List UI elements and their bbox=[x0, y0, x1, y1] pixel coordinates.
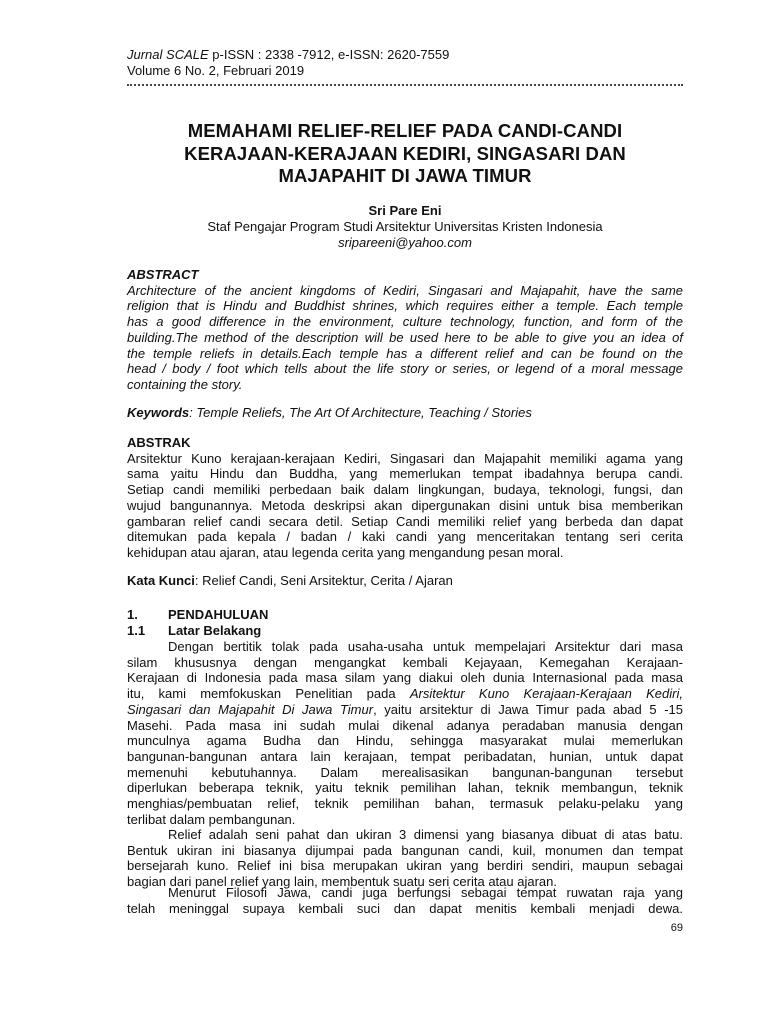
section-number: 1. bbox=[127, 607, 138, 622]
paragraph-line: Masehi. Pada masa ini sudah mulai dikenal adanya peradaban manusia dengan bbox=[127, 717, 683, 733]
author-name: Sri Pare Eni bbox=[368, 203, 442, 218]
paragraph-line: silam khususnya dengan mengangkat kembali Kejayaan, Kemegahan Kerajaan- bbox=[127, 654, 683, 670]
subsection-number: 1.1 bbox=[127, 622, 146, 638]
paragraph-line: Relief adalah seni pahat dan ukiran 3 dimensi yang biasanya dibuat di atas batu. bbox=[168, 827, 683, 842]
paragraph-line: telah meninggal supaya kembali suci dan dapat menitis kembali menjadi dewa. bbox=[127, 900, 683, 916]
paragraph-line: Kerajaan di Indonesia pada masa silam yang diakui oleh dunia Internasional pada masa bbox=[127, 670, 683, 686]
paragraph-line: bersejarah kuno. Relief ini bisa merupakan ukiran yang berdiri sendiri, maupun sebagai bbox=[127, 858, 683, 874]
abstract-line: containing the story. bbox=[127, 376, 243, 392]
title-line: KERAJAAN-KERAJAAN KEDIRI, SINGASARI DAN bbox=[184, 142, 626, 164]
abstract-line: the temple reliefs in details.Each temple has a different relief and can be found on the bbox=[127, 345, 683, 361]
abstrak-line: ditemukan pada kepala / badan / kaki candi yang menceritakan tentang seri cerita bbox=[127, 529, 683, 545]
author-email: sripareeni@yahoo.com bbox=[338, 235, 472, 250]
journal-name: Jurnal SCALE bbox=[127, 47, 209, 62]
section-headings bbox=[127, 607, 683, 638]
abstract-heading: ABSTRACT bbox=[127, 267, 199, 282]
header-divider bbox=[127, 84, 683, 86]
paragraph-line: diperlukan beberapa teknik, yaitu teknik pemilihan lahan, teknik membangun, teknik bbox=[127, 780, 683, 796]
kata-kunci-label: Kata Kunci bbox=[127, 573, 195, 588]
page-number: 69 bbox=[670, 922, 683, 934]
abstract-line: head / body / foot which tells about the life story or series, or legend of a moral message bbox=[127, 361, 683, 377]
kata-kunci bbox=[127, 573, 683, 589]
paragraph-line: terlibat dalam pembangunan. bbox=[127, 811, 296, 827]
subsection-heading bbox=[127, 623, 683, 639]
abstrak-indonesian bbox=[127, 435, 683, 561]
journal-issn-line bbox=[127, 47, 449, 63]
paragraph-line: memenuhi kebutuhannya. Dalam merealisasikan bangunan-bangunan tersebut bbox=[127, 764, 683, 780]
paper-title bbox=[127, 120, 683, 188]
abstract-line: has a good difference in the environment, culture technology, function, and form of the bbox=[127, 314, 683, 330]
paragraph-line: munculnya agama Budha dan Hindu, sehingga masyarakat mulai memerlukan bbox=[127, 733, 683, 749]
abstrak-line: kehidupan atau ajaran, atau legenda cerita yang mengandung pesan moral. bbox=[127, 544, 564, 560]
running-header bbox=[127, 47, 449, 79]
paragraph-1 bbox=[127, 639, 683, 827]
paragraph-2 bbox=[127, 827, 683, 890]
paragraph-3 bbox=[127, 885, 683, 916]
research-focus-italic: Arsitektur Kuno Kerajaan-Kerajaan Kediri, bbox=[409, 686, 683, 702]
abstrak-line: gambaran relief candi secara detil. Setiap Candi memiliki relief yang berbeda dan dapat bbox=[127, 513, 683, 529]
author-block bbox=[127, 203, 683, 251]
paragraph-line: Bentuk ukiran ini biasanya dijumpai pada bangunan candi, kuil, monumen dan tempat bbox=[127, 842, 683, 858]
paragraph-line bbox=[127, 702, 683, 718]
kata-kunci-text: : Relief Candi, Seni Arsitektur, Cerita / Ajaran bbox=[194, 573, 453, 588]
abstrak-heading: ABSTRAK bbox=[127, 435, 191, 450]
paragraph-text: itu, kami memfokuskan Penelitian pada bbox=[127, 686, 410, 702]
research-focus-italic: Singasari dan Majapahit Di Jawa Timur bbox=[127, 701, 374, 717]
section-title: PENDAHULUAN bbox=[168, 607, 269, 622]
journal-issn: p-ISSN : 2338 -7912, e-ISSN: 2620-7559 bbox=[212, 47, 450, 62]
abstrak-line: sama yaitu Hindu dan Buddha, yang memerlukan tempat ibadahnya berupa candi. bbox=[127, 466, 683, 482]
keywords bbox=[127, 405, 683, 421]
abstract-line: Architecture of the ancient kingdoms of Kediri, Singasari and Majapahit, have the same bbox=[127, 282, 683, 298]
paragraph-text: , yaitu arsitektur di Jawa Timur pada abad 5 -15 bbox=[373, 701, 683, 717]
subsection-title: Latar Belakang bbox=[168, 622, 262, 638]
paragraph-line: bagian dari panel relief yang lain, membentuk suatu seri cerita atau ajaran. bbox=[127, 874, 557, 890]
section-heading bbox=[127, 607, 683, 623]
journal-volume: Volume 6 No. 2, Februari 2019 bbox=[127, 63, 305, 78]
keywords-text: : Temple Reliefs, The Art Of Architecture, Teaching / Stories bbox=[189, 405, 532, 420]
title-line: MAJAPAHIT DI JAWA TIMUR bbox=[278, 165, 532, 186]
abstrak-line: wujud bangunannya. Metoda deskripsi akan dipergunakan disini untuk bisa memberikan bbox=[127, 497, 683, 513]
abstrak-line: Setiap candi memiliki perbedaan baik dalam lingkungan, budaya, teknologi, fungsi, dan bbox=[127, 482, 683, 498]
abstract-line: building.The method of the description will be used here to be able to give you an idea of bbox=[127, 329, 683, 345]
abstrak-line: Arsitektur Kuno kerajaan-kerajaan Kediri, Singasari dan Majapahit memiliki agama yang bbox=[127, 450, 683, 466]
keywords-label: Keywords bbox=[127, 405, 190, 420]
paragraph-line: Dengan bertitik tolak pada usaha-usaha untuk mempelajari Arsitektur dari masa bbox=[168, 639, 683, 654]
title-line: MEMAHAMI RELIEF-RELIEF PADA CANDI-CANDI bbox=[187, 120, 623, 141]
paragraph-line bbox=[127, 686, 683, 702]
paragraph-line: Menurut Filosofi Jawa, candi juga berfungsi sebagai tempat ruwatan raja yang bbox=[168, 885, 683, 900]
paragraph-line: menghias/pembuatan relief, teknik pemilihan bahan, termasuk pelaku-pelaku yang bbox=[127, 796, 683, 812]
paragraph-line: bangunan-bangunan antara lain kerajaan, tempat peribadatan, hunian, untuk dapat bbox=[127, 748, 683, 764]
abstract-english bbox=[127, 267, 683, 393]
author-affiliation: Staf Pengajar Program Studi Arsitektur Universitas Kristen Indonesia bbox=[207, 219, 603, 234]
abstract-line: religion that is Hindu and Buddhist shrines, which requires either a temple. Each temple bbox=[127, 298, 683, 314]
